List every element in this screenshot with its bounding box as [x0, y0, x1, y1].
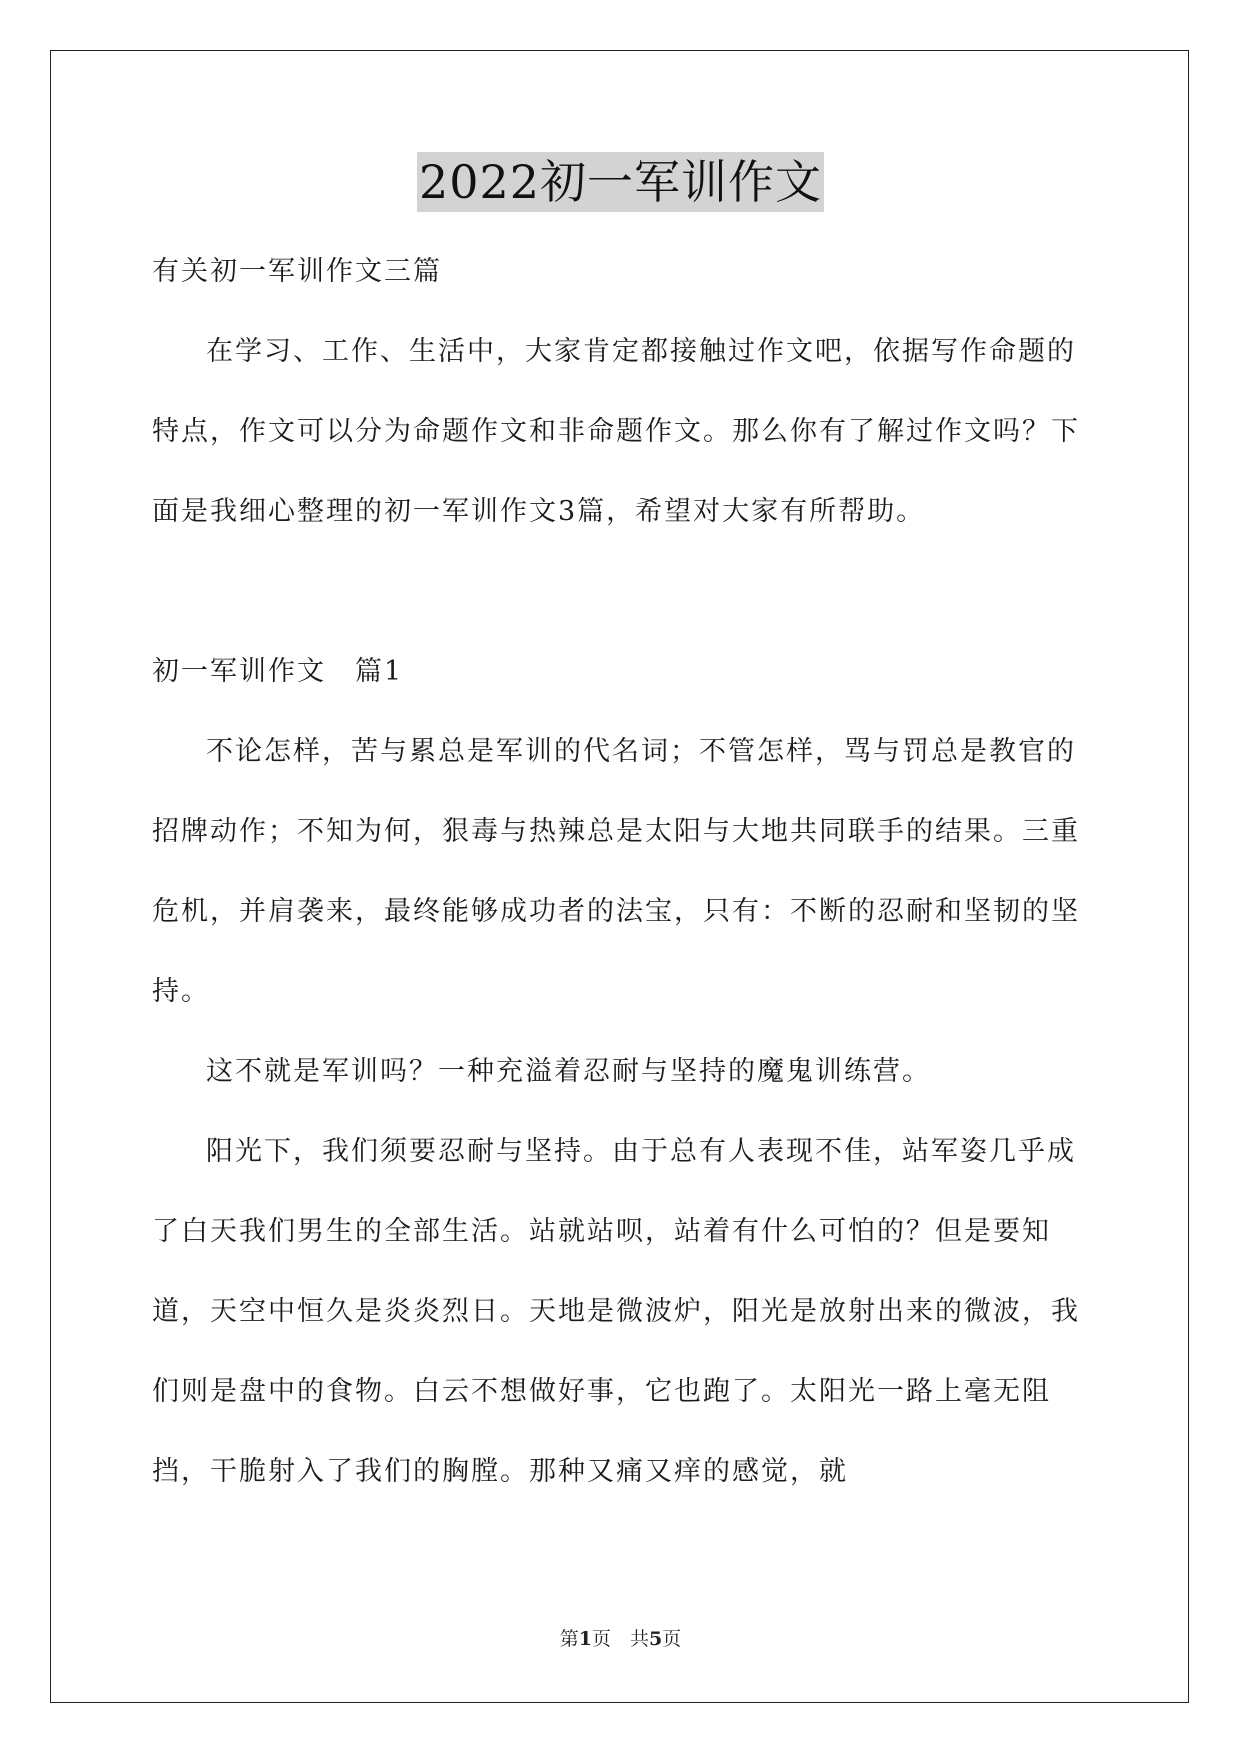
document-title: 2022初一军训作文: [417, 152, 824, 212]
page-footer: [0, 1624, 1241, 1651]
subtitle: 有关初一军训作文三篇: [152, 256, 442, 287]
body-paragraph-1: 不论怎样，苦与累总是军训的代名词；不管怎样，骂与罚总是教官的招牌动作；不知为何，狠毒与热辣总是太阳与大地共同联手的结果。三重危机，并肩袭来，最终能够成功者的法宝，只有：不断的忍耐和坚韧的坚持。: [152, 736, 1080, 1007]
body-paragraph-3: 阳光下，我们须要忍耐与坚持。由于总有人表现不佳，站军姿几乎成了白天我们男生的全部生活。站就站呗，站着有什么可怕的？但是要知道，天空中恒久是炎炎烈日。天地是微波炉，阳光是放射出来的微波，我们则是盘中的食物。白云不想做好事，它也跑了。太阳光一路上毫无阻挡，干脆射入了我们的胸膛。那种又痛又痒的感觉，就: [152, 1136, 1080, 1487]
footer-middle: 页 共: [591, 1628, 649, 1650]
current-page-number: 1: [578, 1628, 592, 1650]
body-paragraph-2: 这不就是军训吗？一种充溢着忍耐与坚持的魔鬼训练营。: [206, 1056, 931, 1087]
title-container: [0, 152, 1241, 212]
total-page-number: 5: [649, 1628, 663, 1650]
intro-paragraph: 在学习、工作、生活中，大家肯定都接触过作文吧，依据写作命题的特点，作文可以分为命题作文和非命题作文。那么你有了解过作文吗？下面是我细心整理的初一军训作文3篇，希望对大家有所帮助。: [152, 336, 1080, 527]
footer-suffix: 页: [662, 1628, 682, 1650]
section-spacer: [152, 552, 1092, 632]
footer-prefix: 第: [559, 1628, 579, 1650]
document-body: [152, 232, 1092, 1512]
section-heading: 初一军训作文 篇1: [152, 656, 404, 687]
